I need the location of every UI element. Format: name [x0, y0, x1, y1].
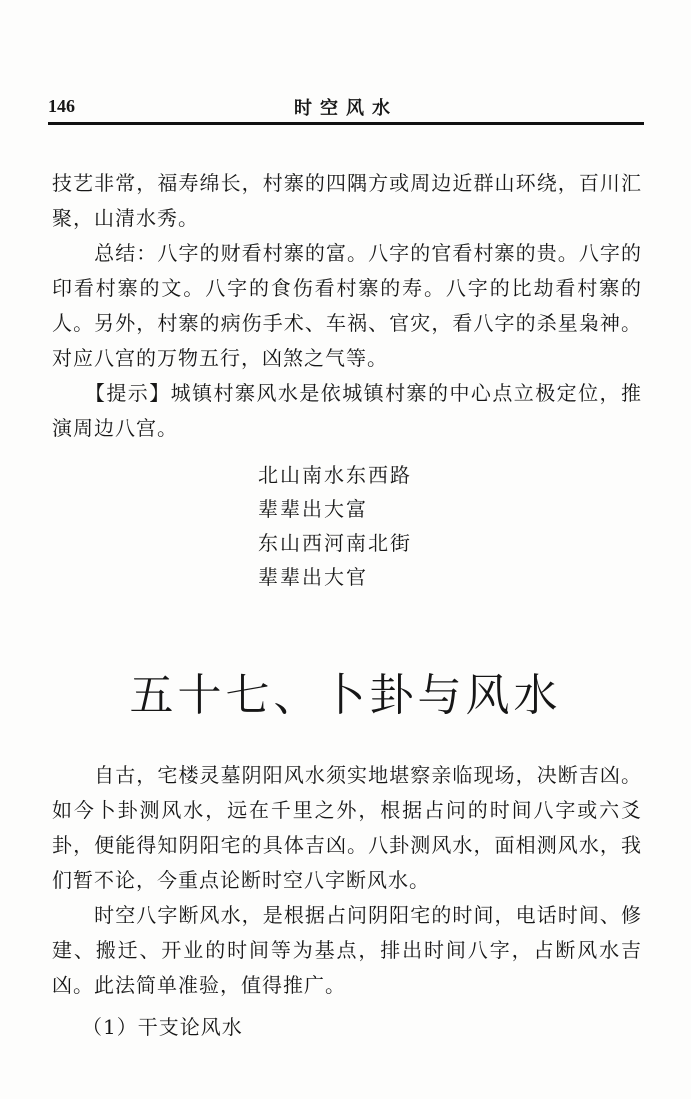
poem-line: 北山南水东西路 — [258, 463, 412, 487]
paragraph-summary: 总结：八字的财看村寨的富。八字的官看村寨的贵。八字的印看村寨的文。八字的食伤看村寨的寿。八字的比劫看村寨的人。另外，村寨的病伤手术、车祸、官灾，看八字的杀星枭神。对应八宫的万物五行，凶煞之气等。 — [52, 241, 642, 370]
paragraph-method: 时空八字断风水，是根据占问阴阳宅的时间，电话时间、修建、搬迁、开业的时间等为基点，排出时间八字，占断风水吉凶。此法简单准验，值得推广。 — [52, 903, 642, 997]
running-title: 时空风水 — [294, 98, 398, 119]
page-number: 146 — [48, 96, 75, 116]
poem-block — [258, 458, 558, 594]
page-header — [48, 92, 644, 122]
paragraph-tip: 【提示】城镇村寨风水是依城镇村寨的中心点立极定位，推演周边八宫。 — [52, 381, 642, 440]
paragraph-continuation: 技艺非常，福寿绵长，村寨的四隅方或周边近群山环绕，百川汇聚，山清水秀。 — [52, 171, 642, 230]
poem-line: 辈辈出大官 — [258, 565, 368, 589]
paragraph-intro: 自古，宅楼灵墓阴阳风水须实地堪察亲临现场，决断吉凶。如今卜卦测风水，远在千里之外，根据占问的时间八字或六爻卦，便能得知阴阳宅的具体吉凶。八卦测风水，面相测风水，我们暂不论，今重点论断时空八字断风水。 — [52, 763, 642, 892]
poem-line: 辈辈出大富 — [258, 497, 368, 521]
header-rule — [48, 122, 644, 125]
section-subheading: （1）干支论风水 — [82, 1015, 243, 1039]
poem-line: 东山西河南北街 — [258, 531, 412, 555]
chapter-title: 五十七、卜卦与风水 — [129, 670, 562, 721]
